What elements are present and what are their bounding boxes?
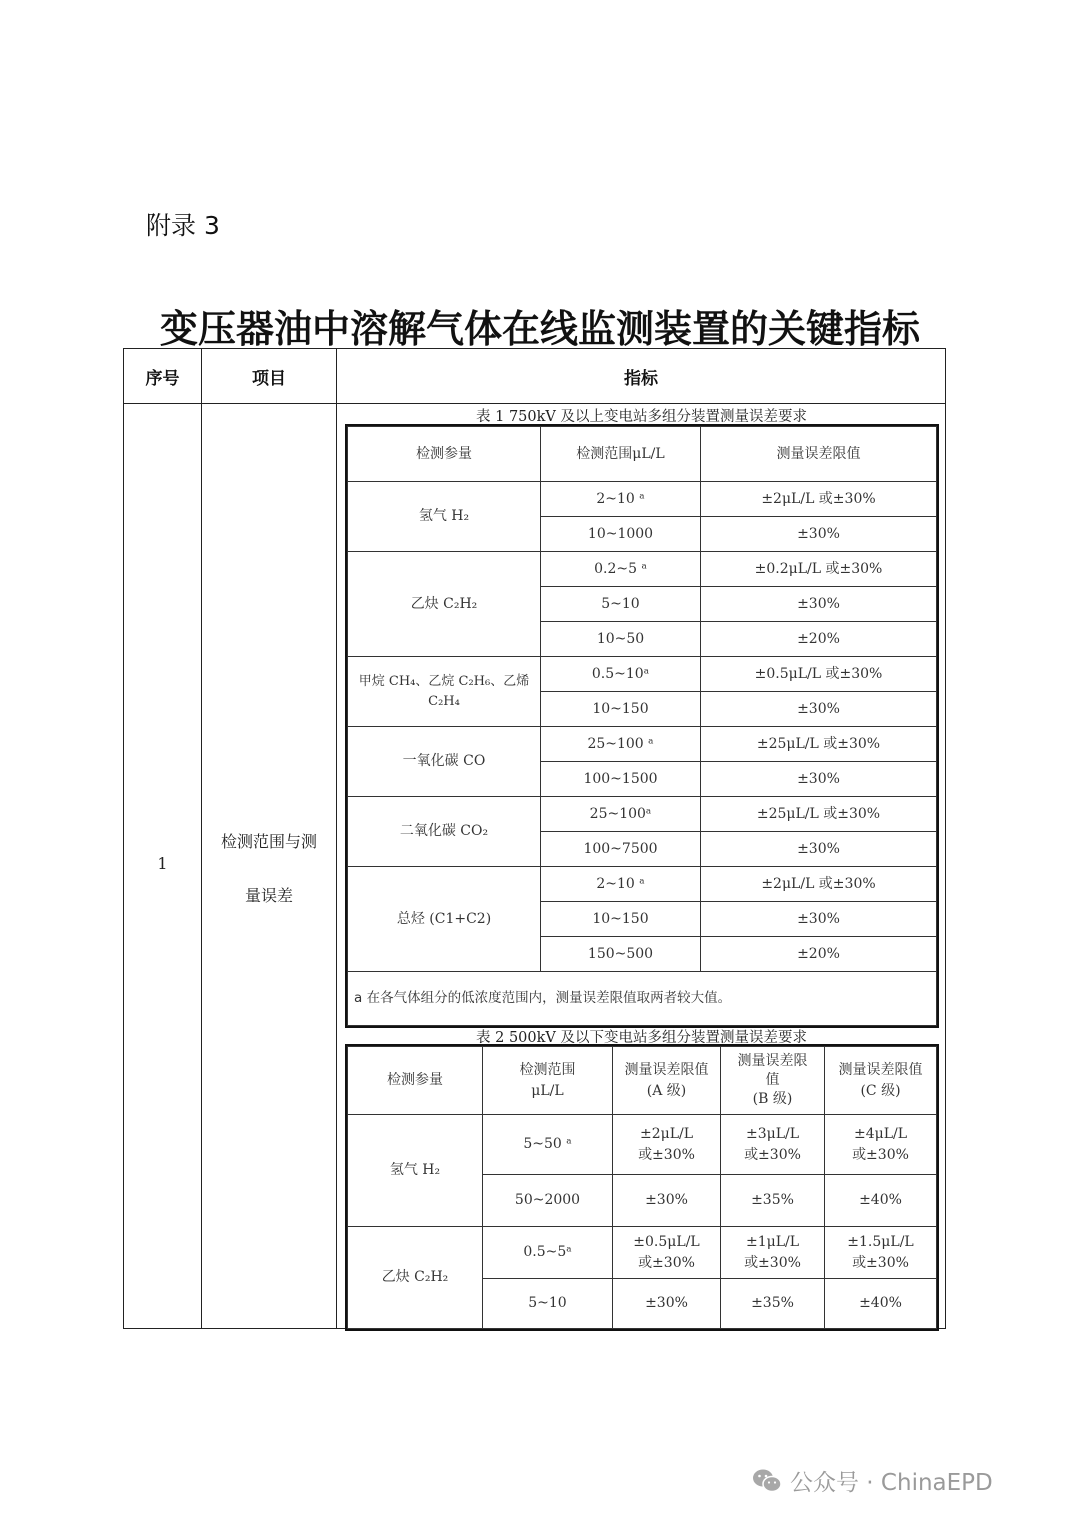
table1-range: 100~1500: [541, 762, 701, 797]
table1-header: 检测参量: [348, 427, 541, 482]
table1-footnote: a 在各气体组分的低浓度范围内，测量误差限值取两者较大值。: [348, 972, 937, 1026]
table2-header-range: [483, 1047, 613, 1115]
table1-range: 100~7500: [541, 832, 701, 867]
table2-c: ±40%: [825, 1175, 937, 1227]
table1-range: 5~10: [541, 587, 701, 622]
header-text: 测量误差限: [737, 1053, 808, 1070]
header-text: 检测参量: [387, 1072, 443, 1088]
table2-a: ±30%: [613, 1175, 721, 1227]
table1-param: 一氧化碳 CO: [348, 727, 541, 797]
cell-text: ±2μL/L: [639, 1125, 694, 1142]
table2-header-c: [825, 1047, 937, 1115]
table2-a: [613, 1115, 721, 1175]
cell-text: 或±30%: [744, 1146, 801, 1163]
appendix-label: 附录 3: [146, 211, 220, 240]
cell-text: ±1.5μL/L: [847, 1233, 914, 1250]
header-text: 测量误差限值: [624, 1061, 709, 1078]
header-text: μL/L: [531, 1082, 564, 1099]
table1-error: ±30%: [701, 587, 937, 622]
header-text: 检测范围: [519, 1061, 576, 1078]
table1-error: ±25μL/L 或±30%: [701, 727, 937, 762]
header-text: 测量误差限值: [838, 1061, 923, 1078]
divider: [336, 349, 337, 1328]
table1-error: ±2μL/L 或±30%: [701, 482, 937, 517]
table2-header-a: [613, 1047, 721, 1115]
table2-range: 5~10: [483, 1279, 613, 1329]
table1-header: 测量误差限值: [701, 427, 937, 482]
table1-header: 检测范围μL/L: [541, 427, 701, 482]
table1-error: ±25μL/L 或±30%: [701, 797, 937, 832]
header-no: 序号: [145, 369, 180, 389]
wechat-icon: [752, 1468, 782, 1494]
table1: [347, 426, 937, 1026]
table1-param: 氢气 H₂: [348, 482, 541, 552]
table1-param: 甲烷 CH₄、乙烷 C₂H₆、乙烯 C₂H₄: [348, 657, 541, 727]
cell-text: 或±30%: [638, 1146, 695, 1163]
watermark: [752, 1464, 993, 1497]
table1-error: ±30%: [701, 692, 937, 727]
table1-param: 二氧化碳 CO₂: [348, 797, 541, 867]
table1-error: ±30%: [701, 517, 937, 552]
table1-error: ±20%: [701, 937, 937, 972]
row-number: 1: [157, 854, 168, 873]
table1-range: 150~500: [541, 937, 701, 972]
table1-range: 2~10 ᵃ: [541, 482, 701, 517]
table1-range: 0.2~5 ᵃ: [541, 552, 701, 587]
table2-header-b: [721, 1047, 825, 1115]
header-text: (B 级): [752, 1090, 793, 1107]
table1-range: 10~50: [541, 622, 701, 657]
cell-text: ±1μL/L: [745, 1233, 800, 1250]
watermark-text: 公众号 · ChinaEPD: [790, 1470, 993, 1496]
table2-c: ±40%: [825, 1279, 937, 1329]
item-line-1: 检测范围与测: [220, 832, 317, 851]
table2-b: ±35%: [721, 1175, 825, 1227]
table2-b: ±35%: [721, 1279, 825, 1329]
table2-c: [825, 1227, 937, 1279]
table1-error: ±0.5μL/L 或±30%: [701, 657, 937, 692]
cell-text: ±4μL/L: [853, 1125, 908, 1142]
table2-a: ±30%: [613, 1279, 721, 1329]
item-line-2: 量误差: [244, 886, 293, 905]
header-item: 项目: [252, 369, 286, 389]
table1-range: 10~150: [541, 902, 701, 937]
table2-range: 5~50 ᵃ: [483, 1115, 613, 1175]
table2-b: [721, 1227, 825, 1279]
table2: [347, 1046, 937, 1329]
cell-text: 或±30%: [852, 1146, 909, 1163]
table2-range: 50~2000: [483, 1175, 613, 1227]
table2-caption: 表 2 500kV 及以下变电站多组分装置测量误差要求: [476, 1030, 807, 1046]
cell-text: ±0.5μL/L: [633, 1233, 700, 1250]
table1-caption: 表 1 750kV 及以上变电站多组分装置测量误差要求: [476, 409, 807, 425]
table2-header-param: [348, 1047, 483, 1115]
cell-text: 或±30%: [852, 1254, 909, 1271]
table2-c: [825, 1115, 937, 1175]
table1-range: 25~100 ᵃ: [541, 727, 701, 762]
table1-param: 乙炔 C₂H₂: [348, 552, 541, 657]
header-spec: 指标: [624, 369, 658, 389]
cell-text: 或±30%: [744, 1254, 801, 1271]
header-text: (C 级): [860, 1082, 901, 1099]
document-title: 变压器油中溶解气体在线监测装置的关键指标: [159, 306, 920, 351]
table2-b: [721, 1115, 825, 1175]
table1-range: 25~100ᵃ: [541, 797, 701, 832]
cell-text: 或±30%: [638, 1254, 695, 1271]
table1-error: ±30%: [701, 832, 937, 867]
table2-param: 乙炔 C₂H₂: [348, 1227, 483, 1329]
table1-error: ±0.2μL/L 或±30%: [701, 552, 937, 587]
table1-error: ±30%: [701, 902, 937, 937]
cell-text: ±3μL/L: [745, 1125, 800, 1142]
table2-param: 氢气 H₂: [348, 1115, 483, 1227]
header-text: 值: [765, 1072, 780, 1089]
table2-range: 0.5~5ᵃ: [483, 1227, 613, 1279]
table2-a: [613, 1227, 721, 1279]
table1-range: 0.5~10ᵃ: [541, 657, 701, 692]
table1-range: 10~1000: [541, 517, 701, 552]
table1-error: ±30%: [701, 762, 937, 797]
header-text: (A 级): [646, 1082, 687, 1099]
table1-range: 2~10 ᵃ: [541, 867, 701, 902]
table1-param: 总烃 (C1+C2): [348, 867, 541, 972]
table1-error: ±2μL/L 或±30%: [701, 867, 937, 902]
table1-error: ±20%: [701, 622, 937, 657]
table1-range: 10~150: [541, 692, 701, 727]
